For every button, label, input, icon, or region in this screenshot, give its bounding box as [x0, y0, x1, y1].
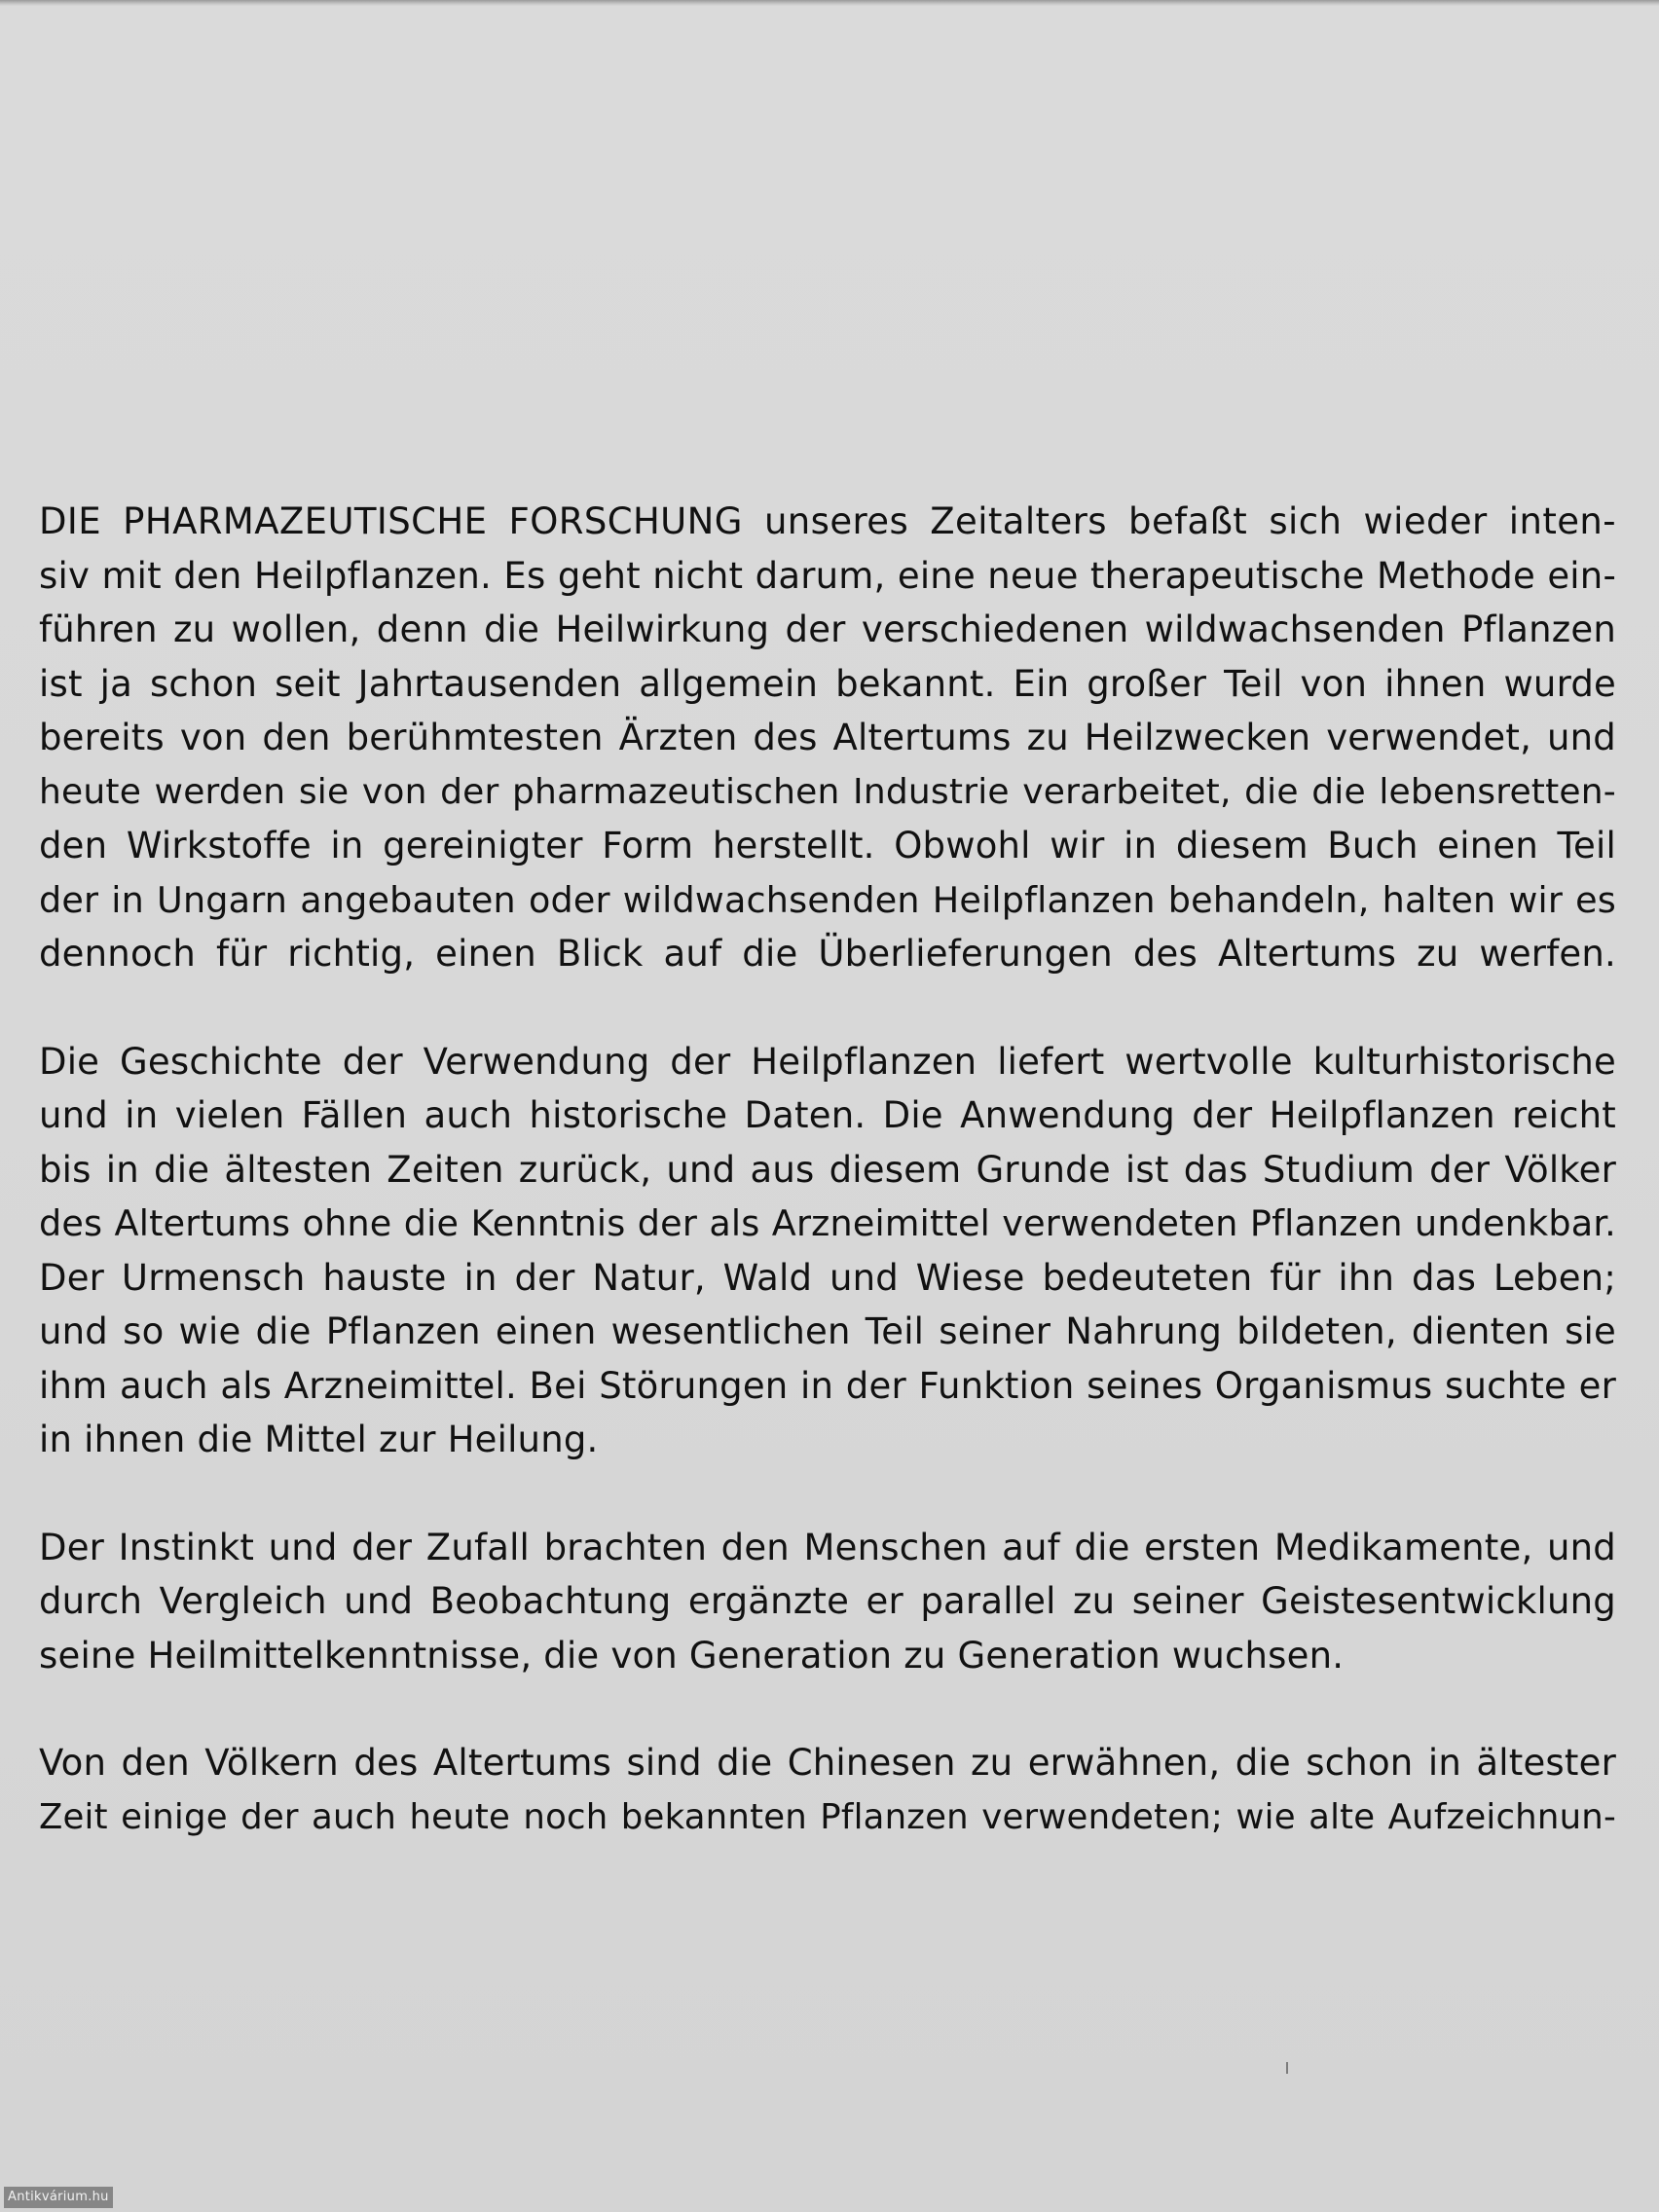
text-line: in ihnen die Mittel zur Heilung.	[39, 1419, 599, 1460]
text-line: des Altertums ohne die Kenntnis der als Arzneimittel verwendeten Pflanzen undenkbar.	[39, 1202, 1616, 1244]
text-line: ihm auch als Arzneimittel. Bei Störungen in der Funktion seines Organismus suchte er	[39, 1364, 1616, 1407]
body-text	[39, 495, 1616, 1898]
paragraph-2	[39, 1035, 1616, 1467]
page-top-edge	[0, 0, 1659, 6]
watermark: Antikvárium.hu	[4, 2187, 113, 2208]
text-line: den Wirkstoffe in gereinigter Form herstellt. Obwohl wir in diesem Buch einen Teil	[39, 825, 1616, 866]
paper-speck	[1286, 2062, 1288, 2074]
text-line: bis in die ältesten Zeiten zurück, und aus diesem Grunde ist das Studium der Völker	[39, 1148, 1616, 1191]
paragraph-3	[39, 1521, 1616, 1683]
text-line: und in vielen Fällen auch historische Daten. Die Anwendung der Heilpflanzen reicht	[39, 1094, 1616, 1136]
text-line: DIE PHARMAZEUTISCHE FORSCHUNG unseres Zeitalters befaßt sich wieder inten-	[39, 500, 1616, 542]
paragraph-1	[39, 495, 1616, 981]
text-line: ist ja schon seit Jahrtausenden allgemein bekannt. Ein großer Teil von ihnen wurde	[39, 662, 1616, 705]
text-line: und so wie die Pflanzen einen wesentlichen Teil seiner Nahrung bildeten, dienten sie	[39, 1310, 1616, 1352]
text-line: siv mit den Heilpflanzen. Es geht nicht darum, eine neue therapeutische Methode ein-	[39, 554, 1616, 597]
text-line: Die Geschichte der Verwendung der Heilpflanzen liefert wertvolle kulturhistorische	[39, 1040, 1616, 1083]
text-line: bereits von den berühmtesten Ärzten des Altertums zu Heilzwecken verwendet, und	[39, 717, 1616, 758]
paragraph-4	[39, 1736, 1616, 1844]
text-line: führen zu wollen, denn die Heilwirkung der verschiedenen wildwachsenden Pflanzen	[39, 608, 1616, 650]
text-line: Der Urmensch hauste in der Natur, Wald und Wiese bedeuteten für ihn das Leben;	[39, 1256, 1616, 1299]
text-line: Zeit einige der auch heute noch bekannten Pflanzen verwendeten; wie alte Aufzeichnun-	[39, 1796, 1616, 1837]
text-line: seine Heilmittelkenntnisse, die von Generation zu Generation wuchsen.	[39, 1634, 1345, 1677]
text-line: Der Instinkt und der Zufall brachten den Menschen auf die ersten Medikamente, und	[39, 1526, 1616, 1568]
text-line: heute werden sie von der pharmazeutischen Industrie verarbeitet, die die lebensretten-	[39, 771, 1616, 812]
text-line: der in Ungarn angebauten oder wildwachsenden Heilpflanzen behandeln, halten wir es	[39, 878, 1616, 921]
text-line: durch Vergleich und Beobachtung ergänzte er parallel zu seiner Geistesentwicklung	[39, 1580, 1616, 1622]
text-line: Von den Völkern des Altertums sind die Chinesen zu erwähnen, die schon in ältester	[39, 1742, 1616, 1784]
text-line: dennoch für richtig, einen Blick auf die Überlieferungen des Altertums zu werfen.	[39, 933, 1616, 975]
